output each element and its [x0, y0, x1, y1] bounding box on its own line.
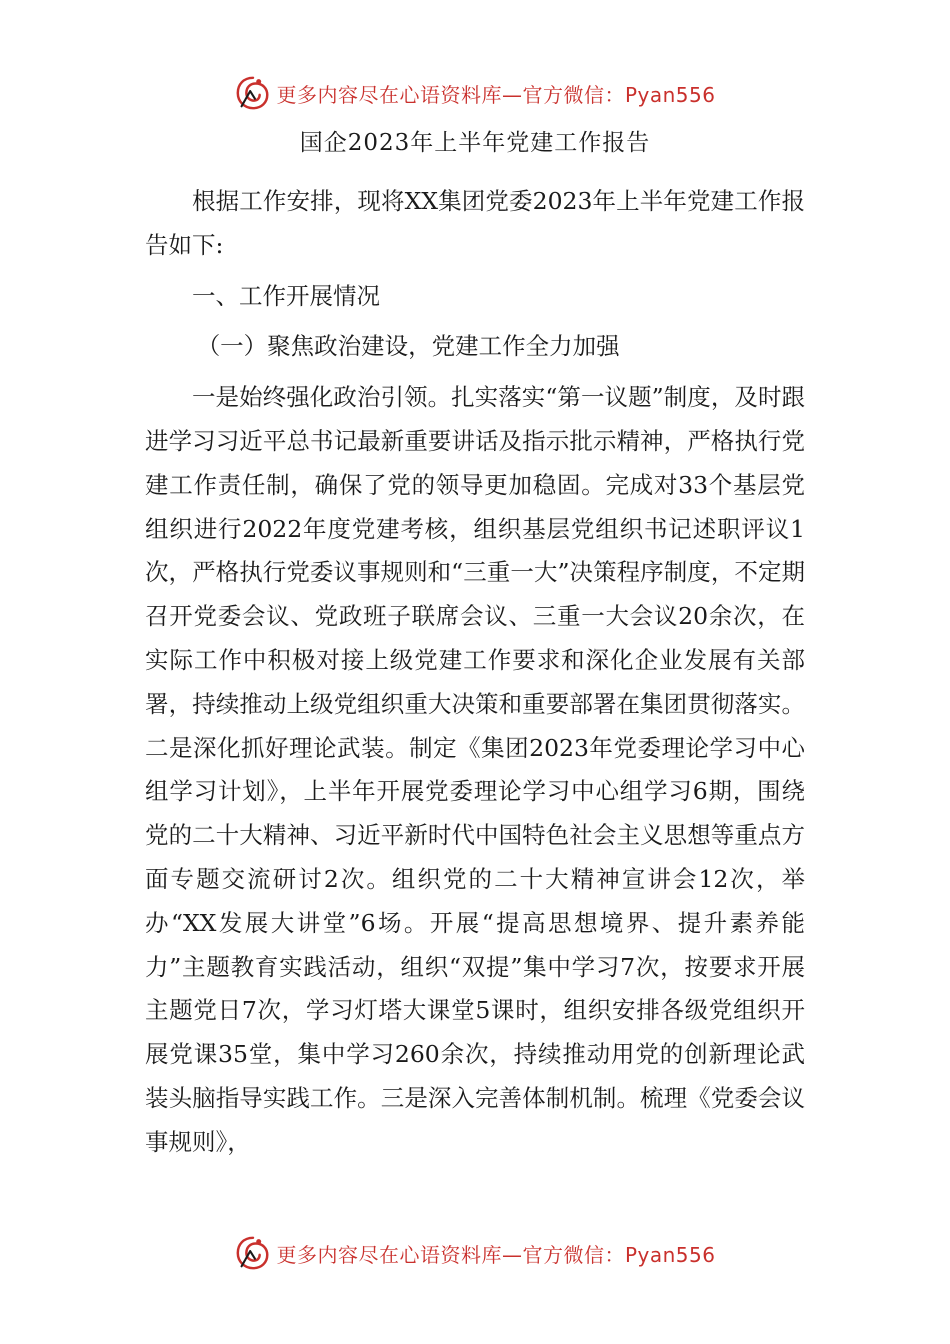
spiral-logo-icon [234, 74, 272, 112]
watermark-header [0, 73, 950, 113]
document-title: 国企2023年上半年党建工作报告 [299, 130, 651, 156]
watermark-footer [0, 1233, 950, 1273]
watermark-text: 更多内容尽在心语资料库—官方微信：Pyan556 [276, 1242, 716, 1267]
document-body [145, 180, 805, 1165]
subsection-heading: （一）聚焦政治建设，党建工作全力加强 [196, 332, 620, 361]
intro-paragraph: 根据工作安排，现将XX集团党委2023年上半年党建工作报告如下: [145, 187, 805, 259]
section-heading: 一、工作开展情况 [192, 281, 380, 310]
watermark-text: 更多内容尽在心语资料库—官方微信：Pyan556 [276, 82, 716, 107]
body-paragraph: 一是始终强化政治引领。扎实落实“第一议题”制度，及时跟进学习习近平总书记最新重要讲话及指示批示精神，严格执行党建工作责任制，确保了党的领导更加稳固。完成对33个基层党组织进行2022年度党建考核，组织基层党组织书记述职评议1次，严格执行党委议事规则和“三重一大”决策程序制度，不定期召开党委会议、党政班子联席会议、三重一大会议20余次，在实际工作中积极对接上级党建工作要求和深化企业发展有关部署，持续推动上级党组织重大决策和重要部署在集团贯彻落实。二是深化抓好理论武装。制定《集团2023年党委理论学习中心组学习计划》，上半年开展党委理论学习中心组学习6期，围绕党的二十大精神、习近平新时代中国特色社会主义思想等重点方面专题交流研讨2次。组织党的二十大精神宣讲会12次，举办“XX发展大讲堂”6场。开展“提高思想境界、提升素养能力”主题教育实践活动，组织“双提”集中学习7次，按要求开展主题党日7次，学习灯塔大课堂5课时，组织安排各级党组织开展党课35堂，集中学习260余次，持续推动用党的创新理论武装头脑指导实践工作。三是深入完善体制机制。梳理《党委会议事规则》， [145, 383, 805, 1156]
spiral-logo-icon [234, 1234, 272, 1272]
